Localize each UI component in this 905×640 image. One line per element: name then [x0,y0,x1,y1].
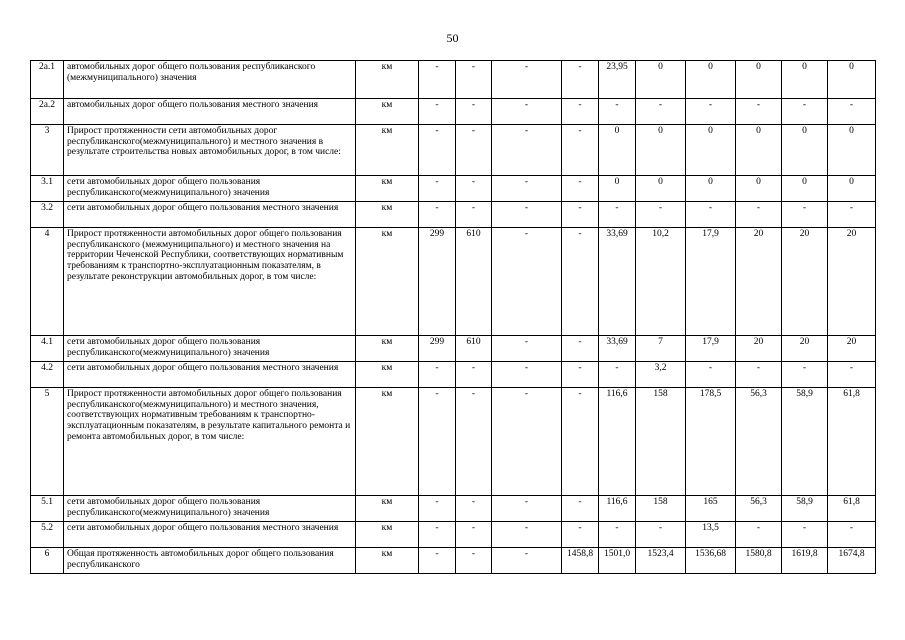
row-number: 4.1 [31,336,64,362]
value-cell: - [492,388,562,496]
value-cell: - [828,362,876,388]
value-cell: 299 [419,336,456,362]
value-cell: - [456,99,492,125]
value-cell: - [562,336,599,362]
value-cell: - [828,202,876,228]
indicator-name: сети автомобильных дорог общего пользования республиканского(межмуниципального) значения [64,336,356,362]
value-cell: 0 [736,176,782,202]
value-cell: 610 [456,336,492,362]
table-row [31,336,876,362]
value-cell: 20 [736,336,782,362]
unit-cell: км [356,496,419,522]
value-cell: 299 [419,228,456,336]
value-cell: - [492,522,562,548]
value-cell: 178,5 [686,388,736,496]
value-cell: 1619,8 [782,548,828,574]
value-cell: 17,9 [686,228,736,336]
row-number: 3.1 [31,176,64,202]
table-row [31,202,876,228]
value-cell: 0 [599,125,636,176]
row-number: 5.2 [31,522,64,548]
value-cell: - [599,99,636,125]
value-cell: - [686,202,736,228]
value-cell: - [456,125,492,176]
value-cell: - [599,202,636,228]
unit-cell: км [356,176,419,202]
value-cell: - [562,125,599,176]
indicator-name: Прирост протяженности сети автомобильных дорог республиканского(межмуниципального) и местного значения в результате строительства новых автомобильных дорог, в том числе: [64,125,356,176]
value-cell: - [419,362,456,388]
value-cell: - [736,99,782,125]
value-cell: - [456,548,492,574]
value-cell: - [492,496,562,522]
indicator-name: Общая протяженность автомобильных дорог общего пользования республиканского [64,548,356,574]
value-cell: - [419,202,456,228]
value-cell: 0 [782,61,828,99]
value-cell: - [562,362,599,388]
value-cell: 0 [636,61,686,99]
table-body [31,61,876,574]
row-number: 5.1 [31,496,64,522]
value-cell: 610 [456,228,492,336]
value-cell: 20 [828,228,876,336]
value-cell: - [736,362,782,388]
value-cell: - [492,99,562,125]
table-row [31,99,876,125]
value-cell: 158 [636,388,686,496]
value-cell: 0 [828,61,876,99]
value-cell: 58,9 [782,496,828,522]
value-cell: - [492,548,562,574]
value-cell: - [636,99,686,125]
table-row [31,388,876,496]
value-cell: 1523,4 [636,548,686,574]
value-cell: - [492,228,562,336]
value-cell: 56,3 [736,496,782,522]
table-row [31,496,876,522]
unit-cell: км [356,61,419,99]
row-number: 6 [31,548,64,574]
unit-cell: км [356,228,419,336]
value-cell: - [492,362,562,388]
value-cell: 0 [828,125,876,176]
value-cell: 1674,8 [828,548,876,574]
value-cell: - [828,99,876,125]
value-cell: 7 [636,336,686,362]
indicator-name: сети автомобильных дорог общего пользования местного значения [64,362,356,388]
value-cell: - [456,176,492,202]
indicator-name: автомобильных дорог общего пользования республиканского (межмуниципального) значения [64,61,356,99]
row-number: 2а.2 [31,99,64,125]
table-row [31,522,876,548]
value-cell: 20 [782,336,828,362]
value-cell: - [492,336,562,362]
value-cell: - [736,522,782,548]
value-cell: - [562,176,599,202]
value-cell: - [419,61,456,99]
value-cell: 56,3 [736,388,782,496]
value-cell: 0 [686,61,736,99]
value-cell: - [456,388,492,496]
value-cell: - [562,496,599,522]
value-cell: - [636,202,686,228]
value-cell: - [562,61,599,99]
value-cell: - [562,99,599,125]
value-cell: 0 [636,176,686,202]
value-cell: - [562,522,599,548]
value-cell: 61,8 [828,388,876,496]
value-cell: 0 [782,125,828,176]
value-cell: 0 [736,125,782,176]
value-cell: 20 [828,336,876,362]
value-cell: 13,5 [686,522,736,548]
table-row [31,228,876,336]
value-cell: 1501,0 [599,548,636,574]
row-number: 4.2 [31,362,64,388]
value-cell: - [456,362,492,388]
value-cell: 58,9 [782,388,828,496]
value-cell: - [456,496,492,522]
value-cell: 0 [636,125,686,176]
value-cell: 0 [736,61,782,99]
table-row [31,362,876,388]
unit-cell: км [356,548,419,574]
value-cell: - [686,99,736,125]
table-row [31,61,876,99]
value-cell: 61,8 [828,496,876,522]
unit-cell: км [356,99,419,125]
indicator-name: сети автомобильных дорог общего пользования местного значения [64,522,356,548]
value-cell: - [782,202,828,228]
unit-cell: км [356,125,419,176]
indicators-table [30,60,876,574]
value-cell: - [419,496,456,522]
value-cell: - [736,202,782,228]
row-number: 5 [31,388,64,496]
value-cell: - [456,202,492,228]
indicator-name: сети автомобильных дорог общего пользования республиканского(межмуниципального) значения [64,496,356,522]
value-cell: - [419,522,456,548]
value-cell: - [456,522,492,548]
value-cell: 33,69 [599,336,636,362]
value-cell: 33,69 [599,228,636,336]
value-cell: - [419,99,456,125]
unit-cell: км [356,522,419,548]
row-number: 3.2 [31,202,64,228]
value-cell: - [492,176,562,202]
table-row [31,548,876,574]
value-cell: 116,6 [599,388,636,496]
value-cell: 20 [782,228,828,336]
indicator-name: Прирост протяженности автомобильных дорог общего пользования республиканского(межмуниципального) и местного значения, соответствующих нормативным требованиям к транспортно-эксплуатационным показателям, в результате капитального ремонта и ремонта автомобильных дорог, в том числе: [64,388,356,496]
row-number: 4 [31,228,64,336]
value-cell: 0 [828,176,876,202]
value-cell: - [492,202,562,228]
indicator-name: автомобильных дорог общего пользования местного значения [64,99,356,125]
unit-cell: км [356,336,419,362]
value-cell: 0 [782,176,828,202]
value-cell: 23,95 [599,61,636,99]
value-cell: - [599,522,636,548]
indicator-name: сети автомобильных дорог общего пользования республиканского(межмуниципального) значения [64,176,356,202]
row-number: 3 [31,125,64,176]
value-cell: - [562,228,599,336]
value-cell: - [419,176,456,202]
page-number: 50 [446,31,459,45]
unit-cell: км [356,362,419,388]
value-cell: 1458,8 [562,548,599,574]
unit-cell: км [356,388,419,496]
value-cell: - [562,202,599,228]
value-cell: - [562,388,599,496]
value-cell: - [419,125,456,176]
value-cell: 17,9 [686,336,736,362]
value-cell: 116,6 [599,496,636,522]
value-cell: - [828,522,876,548]
value-cell: 0 [599,176,636,202]
unit-cell: км [356,202,419,228]
value-cell: - [782,522,828,548]
value-cell: - [456,61,492,99]
value-cell: 1580,8 [736,548,782,574]
value-cell: - [782,99,828,125]
value-cell: 0 [686,176,736,202]
value-cell: 1536,68 [686,548,736,574]
indicator-name: сети автомобильных дорог общего пользования местного значения [64,202,356,228]
indicator-name: Прирост протяженности автомобильных дорог общего пользования республиканского (межмуниципального) и местного значения на территории Чеченской Республики, соответствующих нормативным требованиям к транспортно-эксплуатационным показателям, в результате реконструкции автомобильных дорог, в том числе: [64,228,356,336]
value-cell: - [782,362,828,388]
value-cell: - [492,125,562,176]
value-cell: 165 [686,496,736,522]
value-cell: - [686,362,736,388]
value-cell: 10,2 [636,228,686,336]
value-cell: - [419,388,456,496]
value-cell: - [599,362,636,388]
row-number: 2а.1 [31,61,64,99]
value-cell: 20 [736,228,782,336]
value-cell: 158 [636,496,686,522]
value-cell: - [492,61,562,99]
value-cell: - [636,522,686,548]
table-row [31,176,876,202]
table-row [31,125,876,176]
value-cell: - [419,548,456,574]
value-cell: 3,2 [636,362,686,388]
value-cell: 0 [686,125,736,176]
